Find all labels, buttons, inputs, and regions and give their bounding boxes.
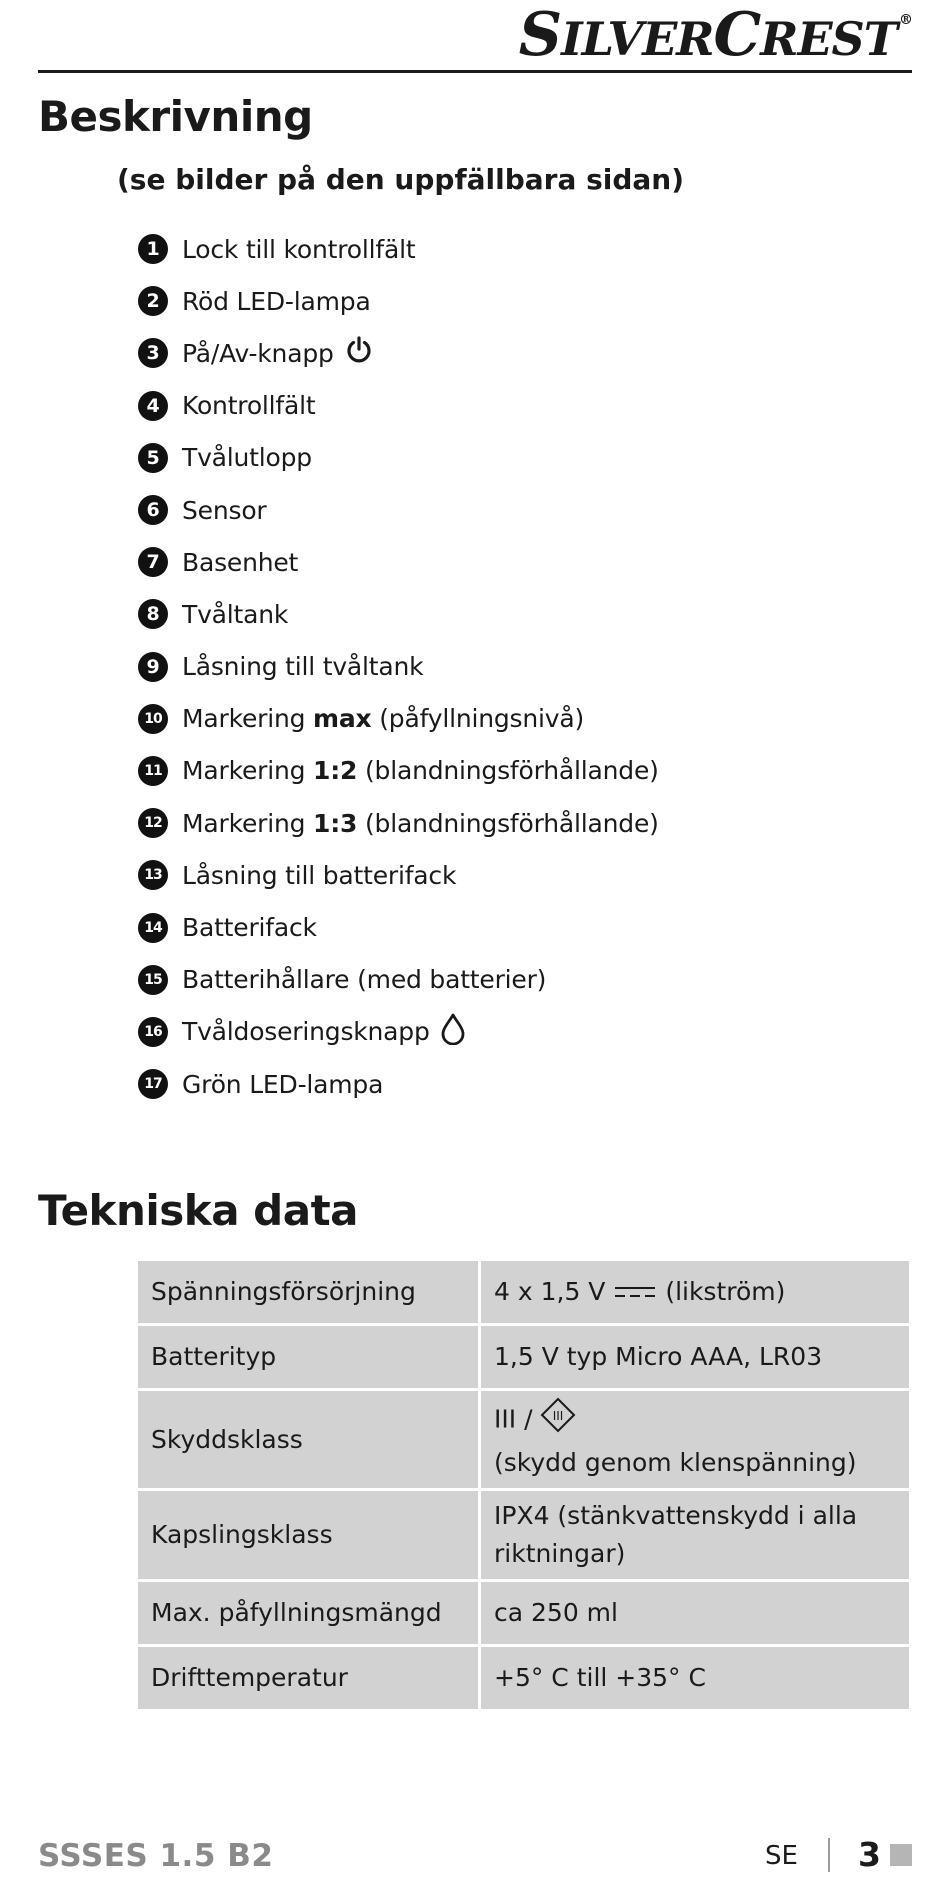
list-item bbox=[138, 327, 659, 379]
page-number: 3 bbox=[858, 1835, 881, 1874]
item-label: Tvåltank bbox=[182, 599, 289, 629]
header-rule bbox=[38, 70, 912, 73]
table-value: IPX4 (stänkvattenskydd i alla riktningar) bbox=[481, 1491, 909, 1579]
marking-bold: 1:3 bbox=[313, 808, 358, 838]
item-number: 11 bbox=[138, 756, 168, 786]
footer-language: SE bbox=[765, 1841, 798, 1871]
table-row bbox=[138, 1391, 909, 1488]
item-label: Batterihållare (med batterier) bbox=[182, 965, 547, 995]
item-label: Låsning till tvåltank bbox=[182, 652, 424, 682]
technical-table bbox=[135, 1258, 912, 1712]
table-row bbox=[138, 1491, 909, 1579]
svg-text:III: III bbox=[553, 1409, 564, 1423]
item-number: 4 bbox=[138, 391, 168, 421]
list-item bbox=[138, 901, 659, 953]
list-item bbox=[138, 223, 659, 275]
footer-divider bbox=[828, 1838, 830, 1872]
item-number: 2 bbox=[138, 286, 168, 316]
item-number: 5 bbox=[138, 443, 168, 473]
list-item bbox=[138, 954, 659, 1006]
item-number: 12 bbox=[138, 808, 168, 838]
table-key: Skyddsklass bbox=[138, 1391, 478, 1488]
brand-letters-ilver: ILVER bbox=[561, 12, 714, 66]
item-label: Grön LED-lampa bbox=[182, 1069, 384, 1099]
table-value: III / III (skydd genom klenspänning) bbox=[481, 1391, 909, 1488]
list-item bbox=[138, 588, 659, 640]
item-number: 9 bbox=[138, 652, 168, 682]
item-number: 15 bbox=[138, 965, 168, 995]
table-row bbox=[138, 1261, 909, 1323]
item-label: Sensor bbox=[182, 495, 267, 525]
item-number: 8 bbox=[138, 599, 168, 629]
item-label: Tvålutlopp bbox=[182, 443, 312, 473]
brand-letter-c: C bbox=[713, 0, 761, 70]
registered-mark: ® bbox=[899, 12, 912, 28]
description-subtitle: (se bilder på den uppfällbara sidan) bbox=[117, 163, 685, 196]
table-key: Batterityp bbox=[138, 1326, 478, 1388]
item-label: På/Av-knapp bbox=[182, 338, 334, 368]
item-number: 16 bbox=[138, 1017, 168, 1047]
item-label: Tvåldoseringsknapp bbox=[182, 1017, 430, 1047]
table-key: Drifttemperatur bbox=[138, 1647, 478, 1709]
protection-class-iii-icon bbox=[540, 1397, 576, 1444]
description-title: Beskrivning bbox=[38, 92, 313, 141]
brand-letter-s: S bbox=[518, 0, 562, 70]
item-number: 1 bbox=[138, 234, 168, 264]
brand-letters-rest: REST bbox=[760, 12, 897, 66]
power-icon bbox=[344, 335, 374, 371]
list-item bbox=[138, 536, 659, 588]
direct-current-icon bbox=[613, 1274, 657, 1312]
item-label: Markering 1:2 (blandningsförhållande) bbox=[182, 756, 659, 786]
table-value: 4 x 1,5 V (likström) bbox=[481, 1261, 909, 1323]
item-number: 14 bbox=[138, 913, 168, 943]
item-label: Markering max (påfyllningsnivå) bbox=[182, 704, 585, 734]
list-item bbox=[138, 641, 659, 693]
marking-bold: 1:2 bbox=[313, 756, 358, 786]
item-label: Kontrollfält bbox=[182, 391, 316, 421]
list-item bbox=[138, 275, 659, 327]
item-label: Basenhet bbox=[182, 547, 299, 577]
item-number: 6 bbox=[138, 495, 168, 525]
item-label: Markering 1:3 (blandningsförhållande) bbox=[182, 808, 659, 838]
list-item bbox=[138, 1058, 659, 1110]
list-item bbox=[138, 484, 659, 536]
table-key: Max. påfyllningsmängd bbox=[138, 1582, 478, 1644]
list-item bbox=[138, 745, 659, 797]
list-item bbox=[138, 432, 659, 484]
marking-bold: max bbox=[313, 704, 372, 734]
page-marker bbox=[890, 1844, 912, 1866]
item-number: 3 bbox=[138, 338, 168, 368]
item-label: Lock till kontrollfält bbox=[182, 234, 416, 264]
technical-title: Tekniska data bbox=[38, 1186, 359, 1235]
table-row bbox=[138, 1582, 909, 1644]
item-number: 13 bbox=[138, 860, 168, 890]
list-item bbox=[138, 797, 659, 849]
table-value: ca 250 ml bbox=[481, 1582, 909, 1644]
table-value: 1,5 V typ Micro AAA, LR03 bbox=[481, 1326, 909, 1388]
footer-model: SSSES 1.5 B2 bbox=[38, 1838, 274, 1874]
drop-icon bbox=[440, 1013, 466, 1051]
item-number: 17 bbox=[138, 1069, 168, 1099]
table-key: Kapslingsklass bbox=[138, 1491, 478, 1579]
item-number: 10 bbox=[138, 704, 168, 734]
table-key: Spänningsförsörjning bbox=[138, 1261, 478, 1323]
brand-logo bbox=[519, 0, 912, 70]
parts-list bbox=[138, 223, 659, 1110]
item-label: Röd LED-lampa bbox=[182, 286, 371, 316]
item-number: 7 bbox=[138, 547, 168, 577]
table-row bbox=[138, 1647, 909, 1709]
table-row bbox=[138, 1326, 909, 1388]
item-label: Låsning till batterifack bbox=[182, 860, 457, 890]
list-item bbox=[138, 849, 659, 901]
list-item bbox=[138, 1006, 659, 1058]
item-label: Batterifack bbox=[182, 913, 317, 943]
table-value: +5° C till +35° C bbox=[481, 1647, 909, 1709]
list-item bbox=[138, 380, 659, 432]
list-item bbox=[138, 693, 659, 745]
